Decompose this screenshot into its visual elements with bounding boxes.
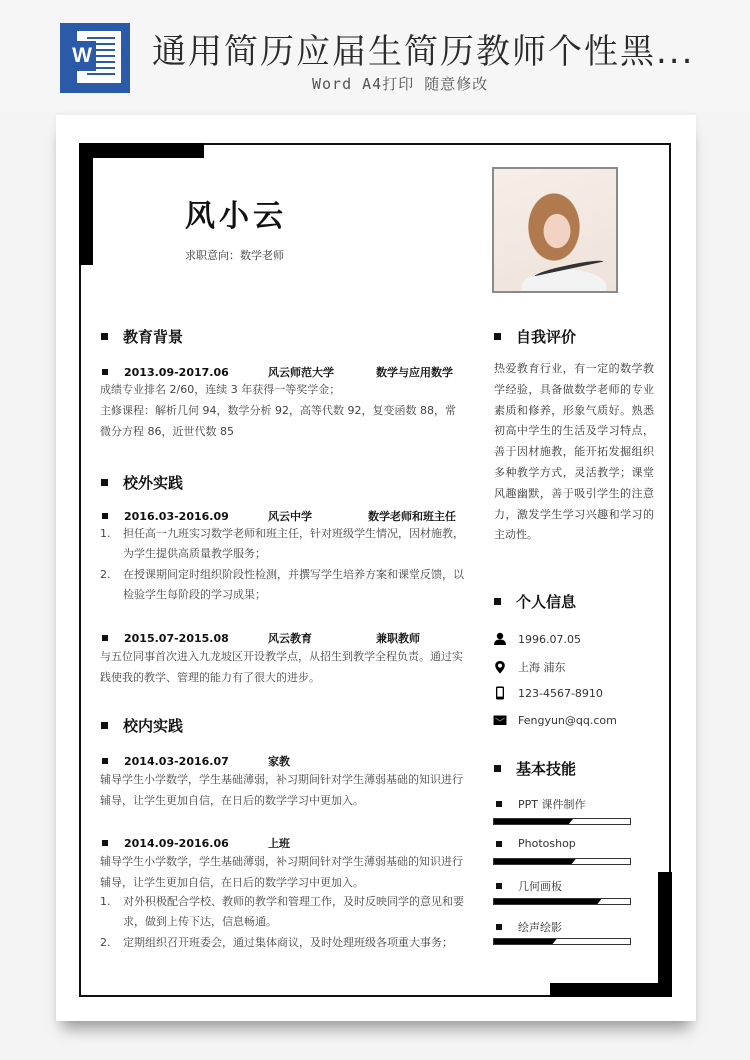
skill-level-bar bbox=[493, 898, 631, 905]
list-number: 1. bbox=[100, 895, 111, 908]
skill-level-fill bbox=[494, 859, 576, 864]
list-item bbox=[100, 892, 466, 932]
practice-entry-header bbox=[102, 630, 420, 646]
education-line: 成绩专业排名 2/60，连续 3 年获得一等奖学金； bbox=[100, 383, 341, 396]
word-icon bbox=[60, 23, 130, 93]
skill-label: PPT 课件制作 bbox=[518, 798, 586, 811]
list-text: 在授课期间定时组织阶段性检测，并撰写学生培养方案和课堂反馈，以检验学生每阶段的学习成果； bbox=[123, 568, 464, 601]
section-title: 教育背景 bbox=[123, 328, 184, 346]
entry-org: 家教 bbox=[268, 755, 290, 768]
skill-level-fill bbox=[494, 899, 601, 904]
practice-entry-header bbox=[102, 753, 376, 769]
skill-level-fill bbox=[494, 939, 557, 944]
info-phone bbox=[493, 686, 603, 700]
corner-decoration-bottom-right-vertical bbox=[658, 872, 672, 997]
list-item bbox=[100, 933, 466, 953]
entry-date: 2015.07-2015.08 bbox=[124, 631, 229, 645]
section-self-evaluation bbox=[494, 326, 576, 347]
info-value: 上海 浦东 bbox=[518, 661, 566, 674]
section-personal-info bbox=[494, 591, 576, 612]
skill-label: 几何画板 bbox=[518, 880, 562, 893]
education-detail bbox=[100, 379, 465, 442]
bullet-square-icon bbox=[102, 513, 108, 519]
skill-item bbox=[496, 796, 585, 812]
bullet-square-icon bbox=[494, 765, 501, 772]
entry-date: 2013.09-2017.06 bbox=[124, 365, 229, 379]
document-subtitle: Word A4打印 随意修改 bbox=[312, 75, 489, 93]
entry-role: 数学与应用数学 bbox=[376, 366, 453, 379]
bullet-square-icon bbox=[101, 722, 108, 729]
job-intent: 求职意向：数学老师 bbox=[185, 249, 284, 262]
bullet-square-icon bbox=[102, 758, 108, 764]
info-value: Fengyun@qq.com bbox=[518, 713, 617, 727]
list-number: 1. bbox=[100, 527, 111, 540]
bullet-square-icon bbox=[496, 841, 502, 847]
bullet-square-icon bbox=[102, 840, 108, 846]
info-birthdate bbox=[493, 632, 581, 646]
bullet-square-icon bbox=[496, 924, 502, 930]
list-item bbox=[100, 565, 466, 605]
skill-level-bar bbox=[493, 938, 631, 945]
practice-entry-header bbox=[102, 508, 456, 524]
skill-level-fill bbox=[494, 819, 573, 824]
bullet-square-icon bbox=[494, 333, 501, 340]
skill-level-bar bbox=[493, 858, 631, 865]
entry-date: 2016.03-2016.09 bbox=[124, 509, 229, 523]
bullet-square-icon bbox=[496, 883, 502, 889]
bullet-square-icon bbox=[102, 635, 108, 641]
entry-org: 风云教育 bbox=[268, 632, 312, 645]
section-external-practice bbox=[101, 472, 183, 493]
entry-org: 上班 bbox=[268, 837, 290, 850]
info-email bbox=[493, 713, 617, 727]
info-location bbox=[493, 659, 566, 675]
entry-role: 数学老师和班主任 bbox=[368, 510, 456, 523]
skill-label: 绘声绘影 bbox=[518, 921, 562, 934]
info-value: 123-4567-8910 bbox=[518, 686, 603, 700]
phone-icon bbox=[493, 686, 507, 700]
bullet-square-icon bbox=[101, 333, 108, 340]
resume-page bbox=[56, 115, 696, 1021]
practice-detail: 辅导学生小学数学，学生基础薄弱，补习期间针对学生薄弱基础的知识进行辅导，让学生更加自信，在日后的数学学习中更加入。 bbox=[100, 773, 463, 807]
list-text: 担任高一九班实习数学老师和班主任，针对班级学生情况，因材施教，为学生提供高质量教学服务； bbox=[123, 527, 464, 560]
skill-level-bar bbox=[493, 818, 631, 825]
entry-date: 2014.09-2016.06 bbox=[124, 836, 229, 850]
list-text: 对外积极配合学校、教师的教学和管理工作，及时反映同学的意见和要求，做到上传下达，信息畅通。 bbox=[123, 895, 464, 928]
skill-item bbox=[496, 919, 562, 935]
profile-photo bbox=[492, 167, 618, 293]
section-title: 校内实践 bbox=[123, 717, 184, 735]
entry-role: 兼职教师 bbox=[376, 632, 420, 645]
list-text: 定期组织召开班委会，通过集体商议，及时处理班级各项重大事务； bbox=[123, 936, 453, 949]
mail-icon bbox=[493, 713, 507, 727]
document-banner bbox=[0, 0, 750, 112]
skill-item bbox=[496, 878, 562, 894]
skill-item bbox=[496, 837, 576, 850]
list-number: 2. bbox=[100, 568, 111, 581]
bullet-square-icon bbox=[494, 598, 501, 605]
document-title: 通用简历应届生简历教师个性黑... bbox=[152, 32, 695, 72]
entry-org: 风云中学 bbox=[268, 510, 312, 523]
info-value: 1996.07.05 bbox=[518, 632, 581, 646]
corner-decoration-top-left bbox=[79, 143, 204, 158]
practice-entry-header bbox=[102, 835, 376, 851]
practice-detail: 与五位同事首次进入九龙坡区开设教学点，从招生到教学全程负责。通过实践使我的教学、管理的能力有了很大的进步。 bbox=[100, 650, 463, 684]
education-entry-header bbox=[102, 364, 453, 380]
candidate-name: 风小云 bbox=[185, 199, 287, 234]
education-line: 主修课程：解析几何 94，数学分析 92，高等代数 92，复变函数 88，常微分方程 86，近世代数 85 bbox=[100, 404, 456, 438]
section-skills bbox=[494, 758, 576, 779]
self-evaluation-text: 热爱教育行业，有一定的数学教学经验，具备做数学老师的专业素质和修养，形象气质好。熟悉初高中学生的生活及学习特点，善于因材施教，能开拓发掘组织多种教学方式，灵活教学；课堂风趣幽默，善于吸引学生的注意力，激发学生学习兴趣和学习的主动性。 bbox=[494, 362, 654, 542]
section-internal-practice bbox=[101, 715, 183, 736]
section-education bbox=[101, 326, 183, 347]
section-title: 个人信息 bbox=[516, 593, 577, 611]
list-number: 2. bbox=[100, 936, 111, 949]
section-title: 基本技能 bbox=[516, 760, 577, 778]
person-icon bbox=[493, 632, 507, 646]
photo-detail bbox=[534, 258, 604, 280]
bullet-square-icon bbox=[496, 801, 502, 807]
skill-label: Photoshop bbox=[518, 837, 576, 850]
corner-decoration-top-left-vertical bbox=[79, 143, 93, 265]
section-title: 自我评价 bbox=[516, 328, 577, 346]
corner-decoration-bottom-right bbox=[550, 983, 672, 997]
entry-org: 风云师范大学 bbox=[268, 366, 334, 379]
list-item bbox=[100, 524, 466, 564]
entry-date: 2014.03-2016.07 bbox=[124, 754, 229, 768]
word-icon-letter: W bbox=[68, 41, 96, 71]
bullet-square-icon bbox=[101, 479, 108, 486]
bullet-square-icon bbox=[102, 369, 108, 375]
location-pin-icon bbox=[493, 660, 507, 674]
section-title: 校外实践 bbox=[123, 474, 184, 492]
practice-detail: 辅导学生小学数学，学生基础薄弱，补习期间针对学生薄弱基础的知识进行辅导，让学生更加自信，在日后的数学学习中更加入。 bbox=[100, 855, 463, 889]
